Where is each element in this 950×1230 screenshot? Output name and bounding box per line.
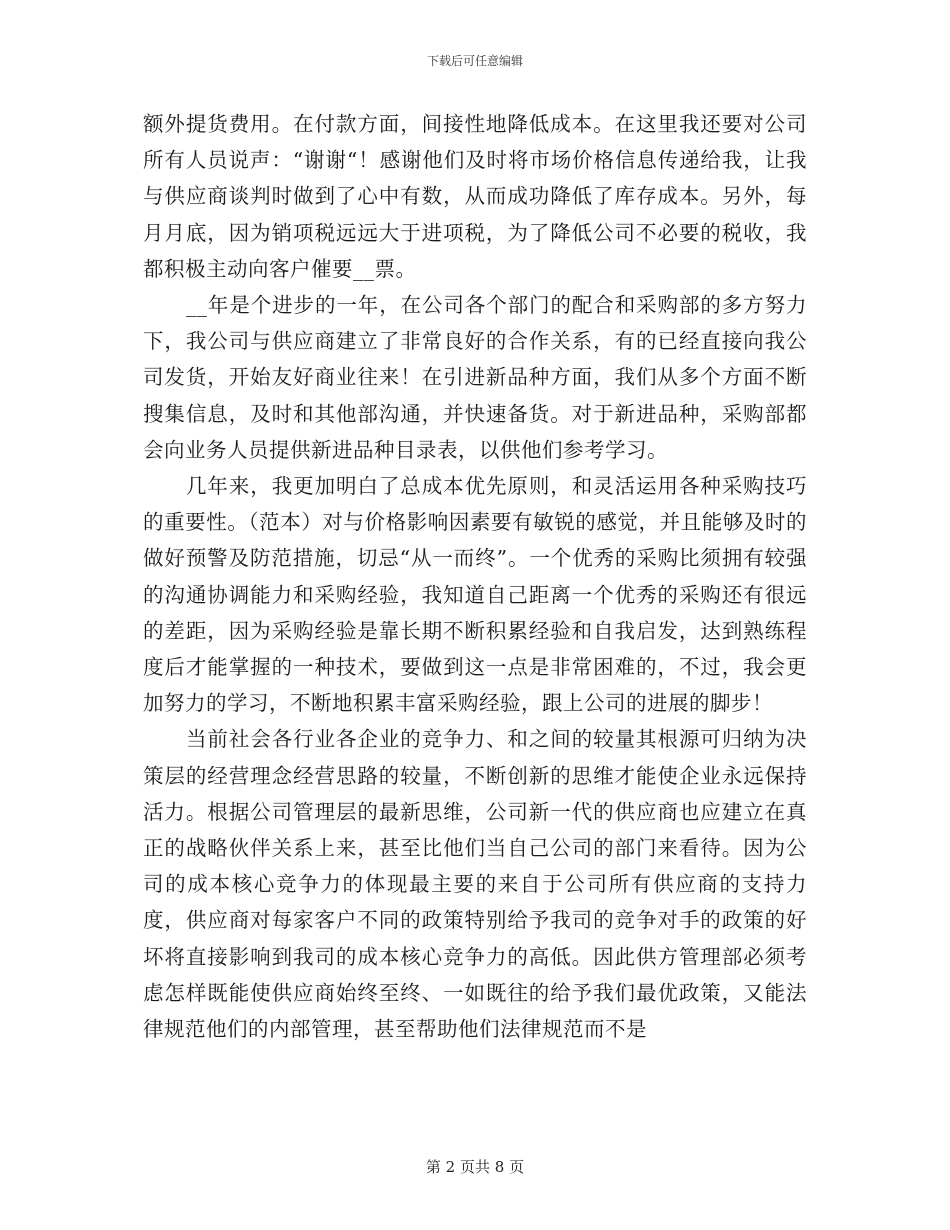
paragraph-4: 当前社会各行业各企业的竞争力、和之间的较量其根源可归纳为决策层的经营理念经营思路的较量，不断创新的思维才能使企业永远保持活力。根据公司管理层的最新思维，公司新一代的供应商也应建立在真正的战略伙伴关系上来，甚至比他们当自己公司的部门来看待。因为公司的成本核心竞争力的体现最主要的来自于公司所有供应商的支持力度，供应商对每家客户不同的政策特别给予我司的竞争对手的政策的好坏将直接影响到我司的成本核心竞争力的高低。因此供方管理部必须考虑怎样既能使供应商始终至终、一如既往的给予我们最优政策，又能法律规范他们的内部管理，甚至帮助他们法律规范而不是 (143, 727, 807, 1042)
paragraph-1: 额外提货费用。在付款方面，间接性地降低成本。在这里我还要对公司所有人员说声：“谢谢“！感谢他们及时将市场价格信息传递给我，让我与供应商谈判时做到了心中有数，从而成功降低了库存成本。另外，每月月底，因为销项税远远大于进项税，为了降低公司不必要的税收，我都积极主动向客户催要__票。 (143, 112, 807, 281)
paragraph-2: __年是个进步的一年，在公司各个部门的配合和采购部的多方努力下，我公司与供应商建立了非常良好的合作关系，有的已经直接向我公司发货，开始友好商业往来！在引进新品种方面，我们从多个方面不断搜集信息，及时和其他部沟通，并快速备货。对于新进品种，采购部都会向业务人员提供新进品种目录表，以供他们参考学习。 (143, 293, 807, 462)
page-header: 下载后可任意编辑 (426, 54, 523, 68)
page-footer: 第 2 页共 8 页 (425, 1158, 525, 1176)
paragraph-3: 几年来，我更加明白了总成本优先原则，和灵活运用各种采购技巧的重要性。（范本）对与价格影响因素要有敏锐的感觉，并且能够及时的做好预警及防范措施，切忌“从一而终”。一个优秀的采购比须拥有较强的沟通协调能力和采购经验，我知道自己距离一个优秀的采购还有很远的差距，因为采购经验是靠长期不断积累经验和自我启发，达到熟练程度后才能掌握的一种技术，要做到这一点是非常困难的，不过，我会更加努力的学习，不断地积累丰富采购经验，跟上公司的进展的脚步！ (143, 474, 807, 716)
document-body (143, 106, 807, 1047)
